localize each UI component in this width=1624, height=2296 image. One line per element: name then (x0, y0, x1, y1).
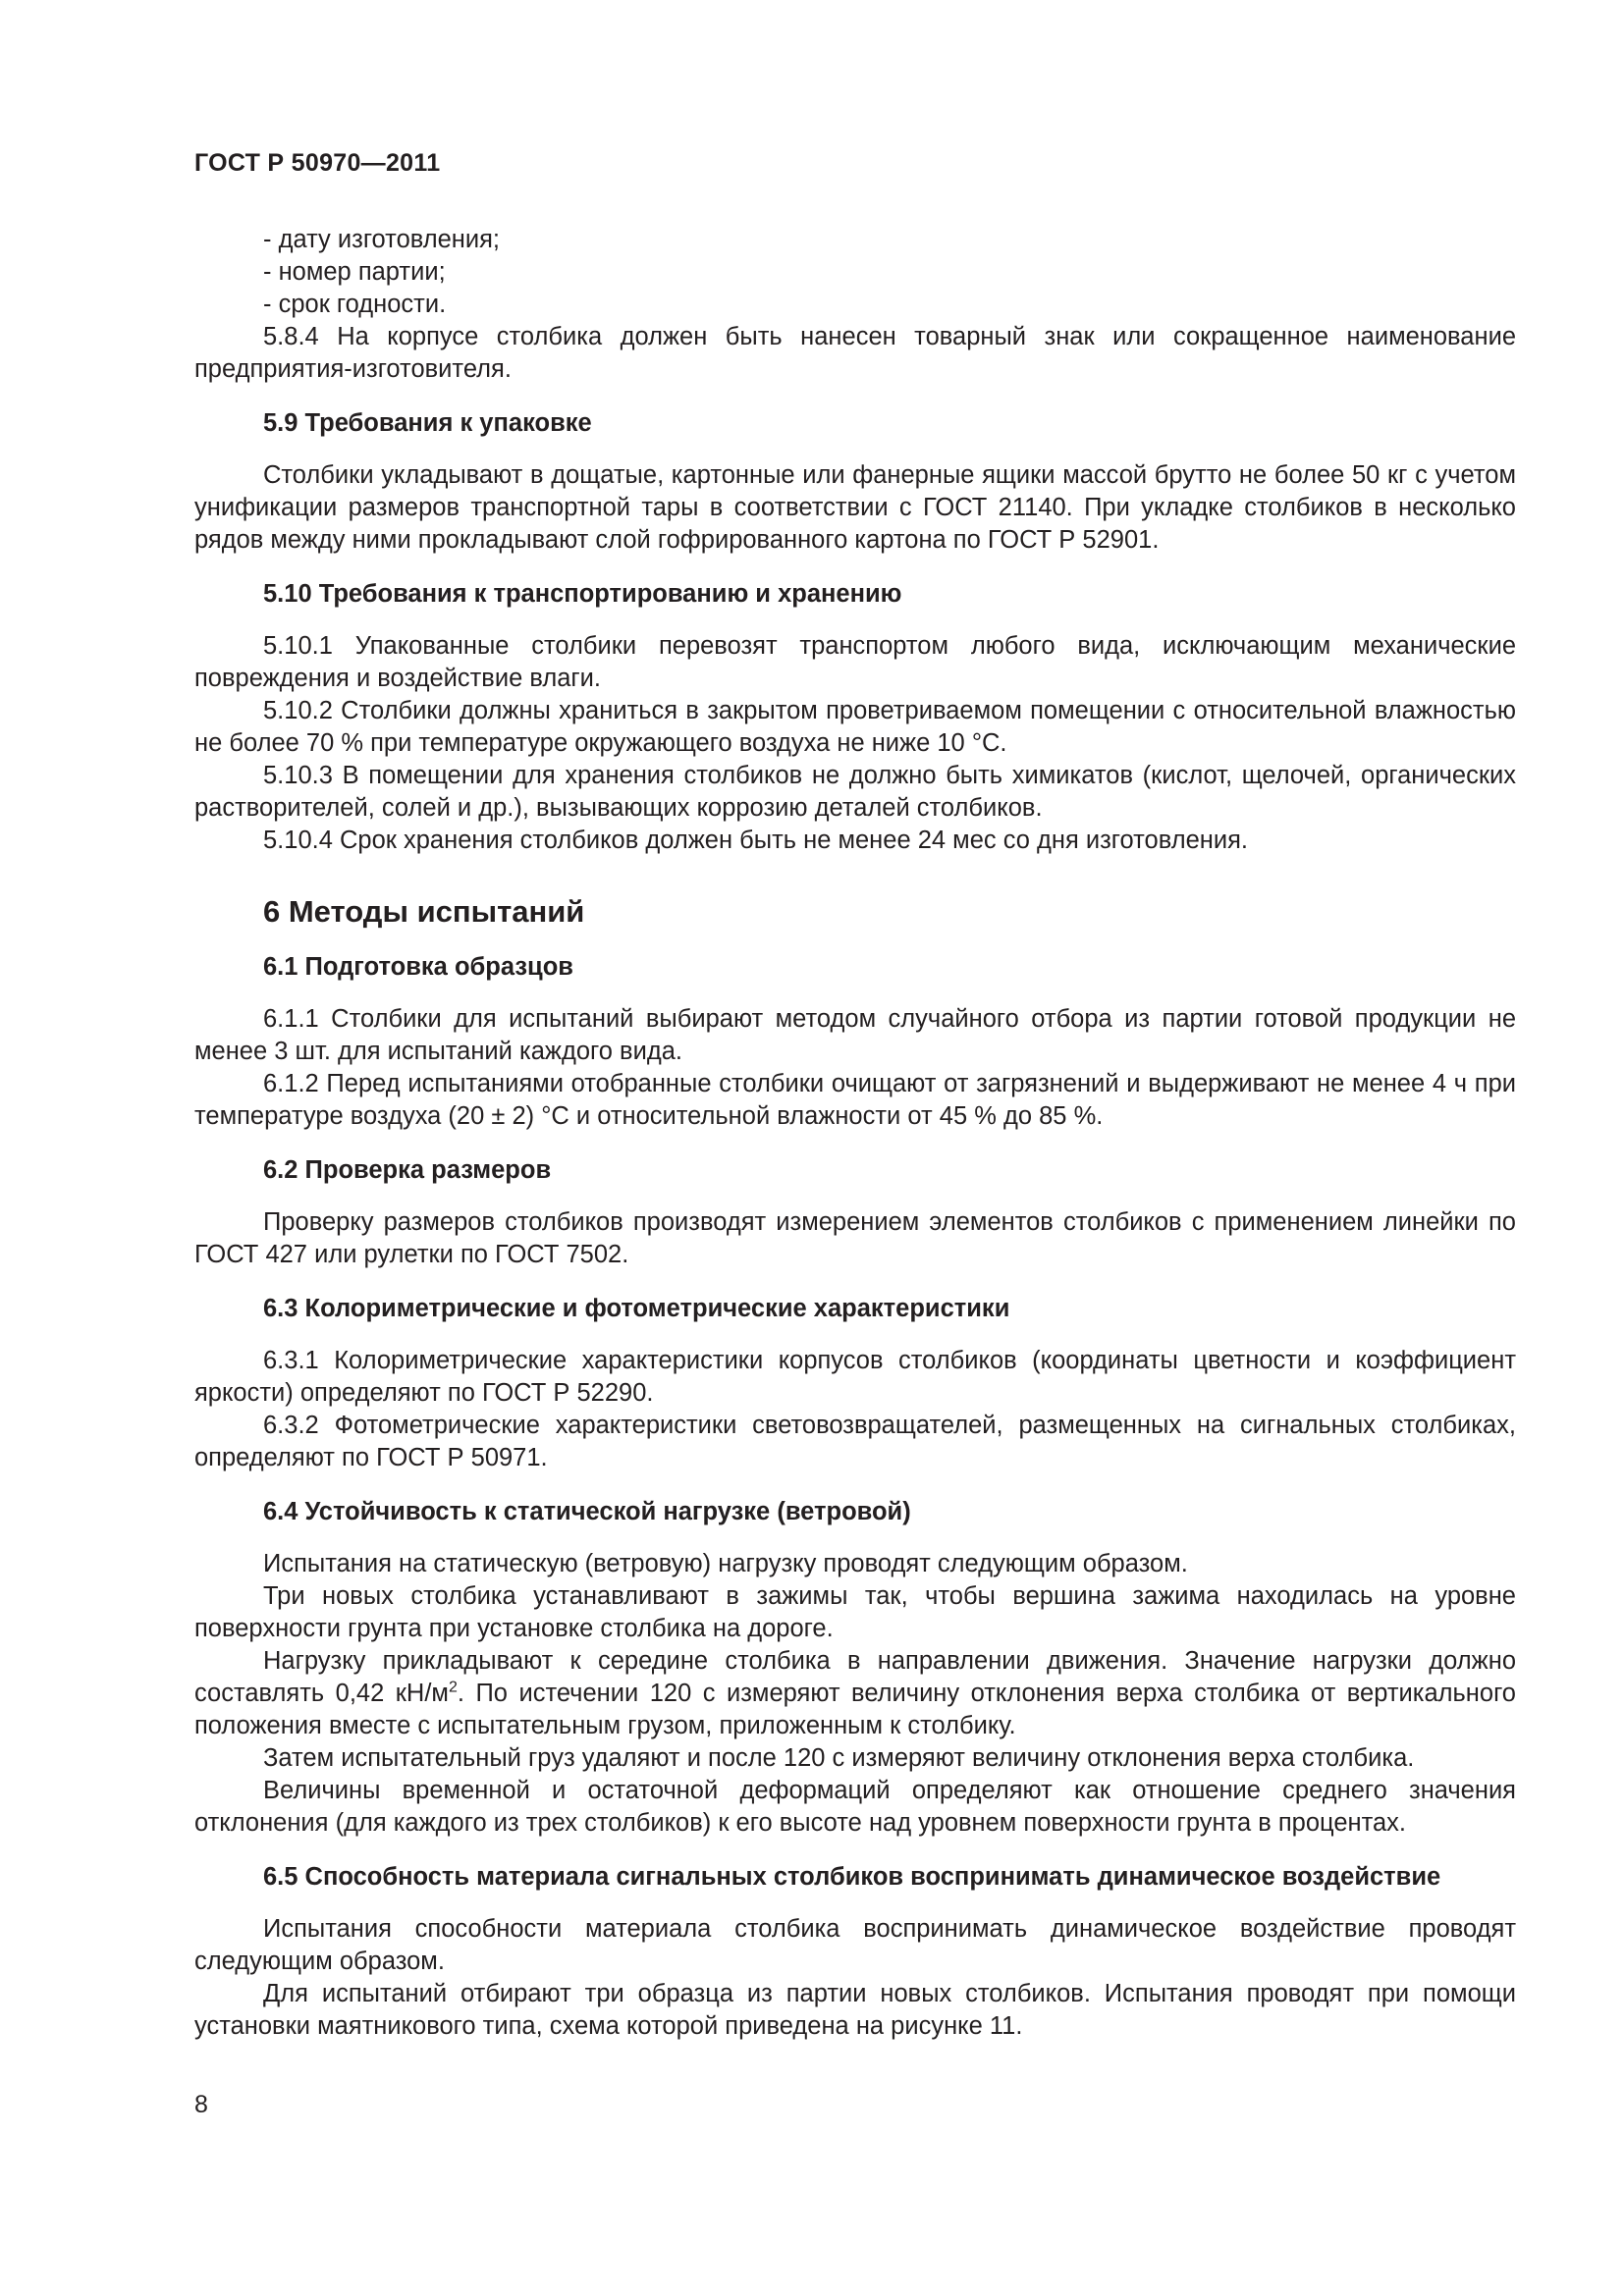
paragraph: 5.10.4 Срок хранения столбиков должен быть не менее 24 мес со дня изготовления. (263, 827, 1248, 854)
paragraph: 5.10.3 В помещении для хранения столбиков не должно быть химикатов (кислот, щелочей, органических растворителей, солей и др.), вызывающих коррозию деталей столбиков. (194, 762, 1516, 822)
paragraph-load (194, 1645, 1516, 1742)
list-item: - номер партии; (263, 258, 446, 286)
paragraph: Столбики укладывают в дощатые, картонные или фанерные ящики массой брутто не более 50 кг с учетом унификации размеров транспортной тары в соответствии с ГОСТ 21140. При укладке столбиков в несколько рядов между ними прокладывают слой гофрированного картона по ГОСТ Р 52901. (194, 461, 1516, 554)
paragraph: 6.1.1 Столбики для испытаний выбирают методом случайного отбора из партии готовой продукции не менее 3 шт. для испытаний каждого вида. (194, 1005, 1516, 1065)
page-number: 8 (194, 2091, 208, 2118)
chapter-heading-6: 6 Методы испытаний (263, 894, 585, 929)
section-heading-6-5: 6.5 Способность материала сигнальных столбиков воспринимать динамическое воздействие (263, 1863, 1441, 1891)
paragraph: 6.3.2 Фотометрические характеристики световозвращателей, размещенных на сигнальных столбиках, определяют по ГОСТ Р 50971. (194, 1412, 1516, 1471)
paragraph: 5.10.1 Упакованные столбики перевозят транспортом любого вида, исключающим механические повреждения и воздействие влаги. (194, 632, 1516, 692)
superscript: 2 (448, 1679, 458, 1696)
paragraph: Для испытаний отбирают три образца из партии новых столбиков. Испытания проводят при помощи установки маятникового типа, схема которой приведена на рисунке 11. (194, 1980, 1516, 2040)
paragraph-part: Нагрузку прикладывают к середине столбика в направлении движения. Значение нагрузки должно составлять 0,42 кН/м (194, 1647, 1516, 1707)
section-heading-5-10: 5.10 Требования к транспортированию и хранению (263, 580, 902, 608)
section-heading-6-2: 6.2 Проверка размеров (263, 1156, 552, 1184)
document-header: ГОСТ Р 50970—2011 (194, 149, 441, 177)
section-heading-6-4: 6.4 Устойчивость к статической нагрузке (ветровой) (263, 1498, 911, 1525)
paragraph: Испытания на статическую (ветровую) нагрузку проводят следующим образом. (263, 1550, 1188, 1577)
paragraph-5-8-4: 5.8.4 На корпусе столбика должен быть нанесен товарный знак или сокращенное наименование предприятия-изготовителя. (194, 323, 1516, 383)
section-heading-6-1: 6.1 Подготовка образцов (263, 953, 573, 981)
paragraph: Величины временной и остаточной деформаций определяют как отношение среднего значения отклонения (для каждого из трех столбиков) к его высоте над уровнем поверхности грунта в процентах. (194, 1777, 1516, 1837)
list-item: - дату изготовления; (263, 226, 500, 253)
document-body (194, 224, 1516, 2043)
paragraph: 6.1.2 Перед испытаниями отобранные столбики очищают от загрязнений и выдерживают не менее 4 ч при температуре воздуха (20 ± 2) °С и относительной влажности от 45 % до 85 %. (194, 1070, 1516, 1130)
paragraph: Три новых столбика устанавливают в зажимы так, чтобы вершина зажима находилась на уровне поверхности грунта при установке столбика на дороге. (194, 1582, 1516, 1642)
section-heading-6-3: 6.3 Колориметрические и фотометрические характеристики (263, 1295, 1010, 1322)
paragraph: Затем испытательный груз удаляют и после 120 с измеряют величину отклонения верха столбика. (263, 1744, 1415, 1772)
paragraph-part: . По истечении 120 с измеряют величину отклонения верха столбика от вертикального положения вместе с испытательным грузом, приложенным к столбику. (194, 1680, 1516, 1739)
paragraph: 5.10.2 Столбики должны храниться в закрытом проветриваемом помещении с относительной влажностью не более 70 % при температуре окружающего воздуха не ниже 10 °С. (194, 697, 1516, 757)
paragraph: 6.3.1 Колориметрические характеристики корпусов столбиков (координаты цветности и коэффициент яркости) определяют по ГОСТ Р 52290. (194, 1347, 1516, 1407)
list-item: - срок годности. (263, 291, 447, 318)
paragraph: Проверку размеров столбиков производят измерением элементов столбиков с применением линейки по ГОСТ 427 или рулетки по ГОСТ 7502. (194, 1208, 1516, 1268)
section-heading-5-9: 5.9 Требования к упаковке (263, 409, 592, 437)
paragraph: Испытания способности материала столбика воспринимать динамическое воздействие проводят следующим образом. (194, 1915, 1516, 1975)
